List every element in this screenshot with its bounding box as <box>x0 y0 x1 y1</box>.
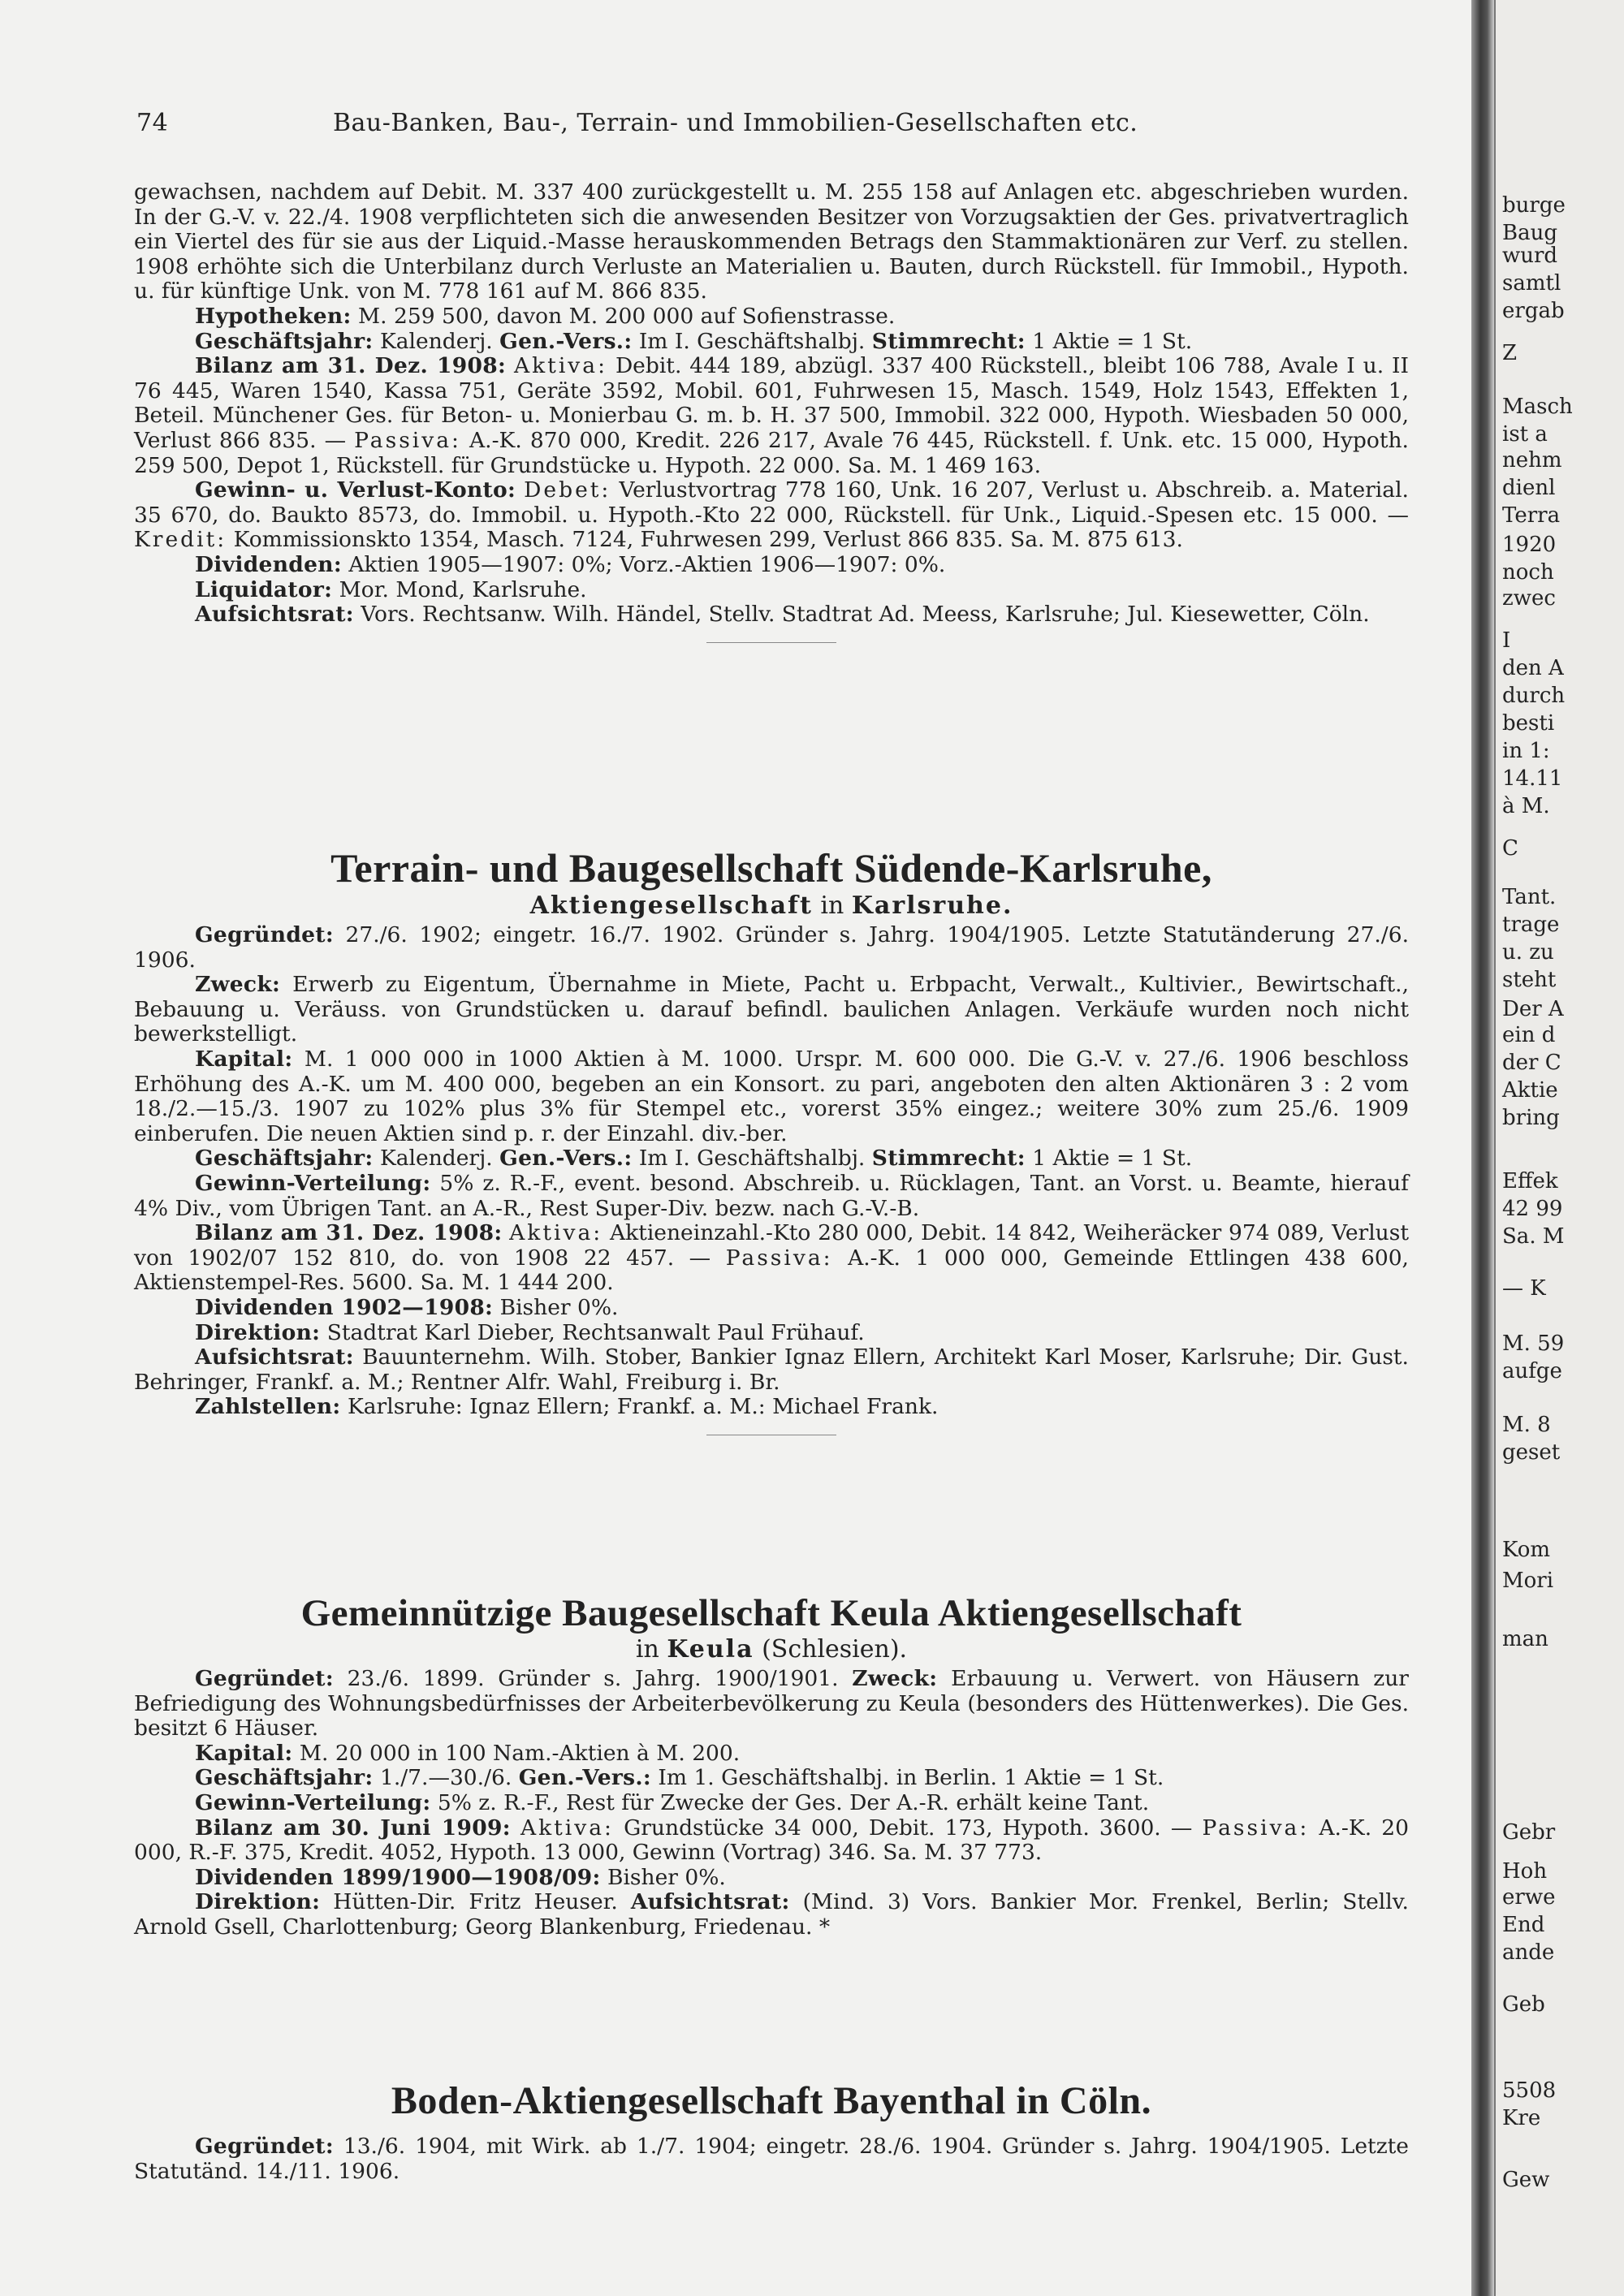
adjacent-page-line: den A <box>1502 656 1564 680</box>
entry-text: 1 Aktie = 1 St. <box>1032 328 1193 354</box>
entry-text: Stadtrat Karl Dieber, Rechtsanwalt Paul Frühauf. <box>326 1319 865 1345</box>
aufsichtsrat-entry <box>134 1345 1409 1395</box>
adjacent-page-line: C <box>1502 836 1518 861</box>
liquidator-entry <box>134 578 1409 603</box>
section-suedende-karlsruhe <box>134 844 1409 1452</box>
page-number: 74 <box>136 109 169 137</box>
kredit-label: Kredit: <box>134 527 227 553</box>
subtitle-part: in <box>635 1635 659 1664</box>
adjacent-page-line: der C <box>1502 1051 1561 1075</box>
adjacent-page-line: Terra <box>1502 503 1561 528</box>
adjacent-page-fragment <box>1494 0 1624 2296</box>
subtitle-part: in <box>820 891 844 920</box>
gewinn-verlust-entry <box>134 478 1409 553</box>
adjacent-page-line: burge <box>1502 193 1566 218</box>
adjacent-page-line: wurd <box>1502 244 1558 268</box>
entry-text: Grundstücke 34 000, Debit. 173, Hypoth. 3600. — <box>624 1815 1193 1841</box>
adjacent-page-line: dienl <box>1502 476 1556 500</box>
adjacent-page-line: 14.11 <box>1502 766 1563 791</box>
entry-text: M. 259 500, davon M. 200 000 auf Sofienstrasse. <box>358 303 896 329</box>
entry-label: Kapital: <box>195 1740 293 1766</box>
entry-label: Gegründet: <box>195 1666 334 1691</box>
adjacent-page-line: Gebr <box>1502 1820 1556 1845</box>
entry-text: 5% z. R.-F., event. besond. Abschreib. u. Rücklagen, Tant. an Vorst. u. Beamte, hierauf 4% Div., vom Übrigen Tant. an A.-R., Rest Super-Div. bezw. nach G.-V.-B. <box>134 1170 1409 1221</box>
entry-text: A.-K. 870 000, Kredit. 226 217, Avale 76 445, Rückstell. f. Unk. etc. 15 000, Hypoth. 259 500, Depot 1, Rückstell. für Grundstücke u. Hypoth. 22 000. Sa. M. 1 469 163. <box>134 427 1409 478</box>
entry-text: Erwerb zu Eigentum, Übernahme in Miete, Pacht u. Erbpacht, Verwalt., Kultivier., Bewirtschaft., Bebauung u. Veräuss. von Grundstücken u. darauf befindl. baulichen Anlagen. Verkäufe wurden noch nicht bewerkstelligt. <box>134 972 1409 1047</box>
adjacent-page-line: man <box>1502 1627 1548 1651</box>
debet-label: Debet: <box>524 477 611 503</box>
adjacent-page-line: End <box>1502 1913 1545 1937</box>
entry-label: Gegründet: <box>195 922 334 947</box>
entry-text: Karlsruhe: Ignaz Ellern; Frankf. a. M.: Michael Frank. <box>347 1394 939 1420</box>
entry-label: Zweck: <box>852 1666 938 1691</box>
entry-label: Stimmrecht: <box>871 328 1026 354</box>
book-spine <box>1471 0 1494 2296</box>
adjacent-page-line: Der A <box>1502 997 1564 1021</box>
entry-label: Liquidator: <box>195 576 333 602</box>
aufsichtsrat-entry <box>134 602 1409 628</box>
kapital-entry <box>134 1047 1409 1146</box>
adjacent-page-line: besti <box>1502 711 1555 736</box>
entry-text: 1./7.—30./6. <box>379 1765 512 1791</box>
bilanz-entry <box>134 1816 1409 1866</box>
dividenden-entry <box>134 553 1409 578</box>
entry-label: Gen.-Vers.: <box>518 1765 651 1791</box>
entry-text: (Mind. 3) Vors. Bankier Mor. Frenkel, Berlin; Stellv. Arnold Gsell, Charlottenburg; Georg Blankenburg, Friedenau. * <box>134 1889 1409 1940</box>
entry-label: Zweck: <box>195 972 281 998</box>
kapital-entry <box>134 1741 1409 1767</box>
entry-label: Aufsichtsrat: <box>195 602 354 628</box>
passiva-label: Passiva: <box>1202 1815 1310 1841</box>
subtitle-part: (Schlesien). <box>762 1635 908 1664</box>
adjacent-page-line: Aktie <box>1502 1078 1558 1103</box>
dividenden-entry <box>134 1866 1409 1891</box>
adjacent-page-line: durch <box>1502 684 1566 708</box>
adjacent-page-line: bring <box>1502 1106 1560 1130</box>
entry-text: A.-K. 20 000, R.-F. 375, Kredit. 4052, Hypoth. 13 000, Gewinn (Vortrag) 346. Sa. M. 37 773. <box>134 1815 1409 1866</box>
entry-text: M. 20 000 in 100 Nam.-Aktien à M. 200. <box>299 1740 741 1766</box>
entry-text: Verlustvortrag 778 160, Unk. 16 207, Verlust u. Abschreib. a. Material. 35 670, do. Baukto 8573, do. Immobil. u. Hypoth.-Kto 22 000, Rückstell. für Unk., Liquid.-Spesen etc. 15 000. — <box>134 477 1409 528</box>
direktion-entry <box>134 1321 1409 1346</box>
subtitle-part: Aktiengesellschaft <box>529 891 813 920</box>
entry-text: 5% z. R.-F., Rest für Zwecke der Ges. Der A.-R. erhält keine Tant. <box>437 1789 1150 1815</box>
adjacent-page-line: u. zu <box>1502 940 1554 965</box>
adjacent-page-line: steht <box>1502 968 1557 992</box>
bilanz-entry <box>134 354 1409 478</box>
entry-label: Gewinn- u. Verlust-Konto: <box>195 477 516 503</box>
gegruendet-entry <box>134 2134 1409 2184</box>
adjacent-page-line: Gew <box>1502 2168 1550 2192</box>
gegruendet-zweck-entry <box>134 1667 1409 1741</box>
entry-text: A.-K. 1 000 000, Gemeinde Ettlingen 438 600, Aktienstempel-Res. 5600. Sa. M. 1 444 200. <box>134 1245 1409 1296</box>
entry-text: Aktieneinzahl.-Kto 280 000, Debit. 14 842, Weiheräcker 974 089, Verlust von 1902/07 152 810, do. von 1908 22 457. — <box>134 1220 1409 1271</box>
geschaeftsjahr-entry <box>134 1766 1409 1791</box>
entry-label: Aufsichtsrat: <box>630 1889 790 1915</box>
entry-text: Vors. Rechtsanw. Wilh. Händel, Stellv. Stadtrat Ad. Meess, Karlsruhe; Jul. Kiesewetter, Cöln. <box>361 602 1370 628</box>
adjacent-page-line: geset <box>1502 1440 1561 1465</box>
subtitle-part: Karlsruhe. <box>851 891 1013 920</box>
adjacent-page-line: ist a <box>1502 422 1548 447</box>
entry-text: Im 1. Geschäftshalbj. in Berlin. 1 Aktie = 1 St. <box>658 1765 1164 1791</box>
adjacent-page-line: ein d <box>1502 1023 1556 1047</box>
adjacent-page-line: aufge <box>1502 1359 1562 1383</box>
adjacent-page-line: zwec <box>1502 586 1556 611</box>
entry-text: 1 Aktie = 1 St. <box>1032 1146 1193 1172</box>
adjacent-page-line: samtl <box>1502 271 1561 296</box>
entry-label: Gewinn-Verteilung: <box>195 1170 431 1196</box>
entry-label: Dividenden: <box>195 551 342 577</box>
adjacent-page-line: Z <box>1502 341 1518 365</box>
entry-label: Geschäftsjahr: <box>195 328 374 354</box>
company-title: Terrain- und Baugesellschaft Südende-Karlsruhe, <box>330 845 1212 891</box>
company-subtitle <box>134 891 1409 920</box>
hypotheken-entry <box>134 304 1409 330</box>
entry-text: Im I. Geschäftshalbj. <box>638 1146 866 1172</box>
entry-label: Bilanz am 31. Dez. 1908: <box>195 1220 503 1246</box>
adjacent-page-line: 1920 <box>1502 533 1557 557</box>
gewinn-verteilung-entry <box>134 1791 1409 1816</box>
entry-text: Debit. 444 189, abzügl. 337 400 Rückstell., bleibt 106 788, Avale I u. II 76 445, Waren 1540, Kassa 751, Geräte 3592, Mobil. 601, Fuhrwesen 15, Masch. 1549, Holz 1543, Effekten 1, Beteil. Münchener Ges. für Beton- u. Monierbau G. m. b. H. 37 500, Immobil. 322 000, Hypoth. Wiesbaden 50 000, Verlust 866 835. — <box>134 353 1409 453</box>
adjacent-page-line: ergab <box>1502 299 1565 323</box>
geschaeftsjahr-entry <box>134 330 1409 355</box>
adjacent-page-line: trage <box>1502 913 1560 937</box>
adjacent-page-line: Kre <box>1502 2106 1541 2130</box>
passiva-label: Passiva: <box>354 427 461 453</box>
section-continuation <box>134 180 1409 659</box>
entry-label: Gegründet: <box>195 2134 334 2159</box>
company-title: Boden-Aktiengesellschaft Bayenthal in Cöln. <box>391 2079 1152 2122</box>
entry-text: Aktien 1905—1907: 0%; Vorz.-Aktien 1906—1907: 0%. <box>348 551 946 577</box>
adjacent-page-line: Tant. <box>1502 885 1557 909</box>
entry-label: Bilanz am 30. Juni 1909: <box>195 1815 511 1841</box>
entry-label: Gen.-Vers.: <box>499 328 633 354</box>
company-title: Gemeinnützige Baugesellschaft Keula Aktiengesellschaft <box>300 1592 1242 1634</box>
entry-label: Dividenden 1902—1908: <box>195 1294 494 1320</box>
adjacent-page-line: noch <box>1502 560 1554 585</box>
entry-label: Stimmrecht: <box>871 1146 1026 1172</box>
entry-text: Bisher 0%. <box>499 1294 619 1320</box>
subtitle-part: Keula <box>667 1635 754 1664</box>
entry-label: Dividenden 1899/1900—1908/09: <box>195 1864 601 1890</box>
section-divider <box>706 642 836 643</box>
adjacent-page-line: Geb <box>1502 1992 1545 2017</box>
adjacent-page-line: Effek <box>1502 1169 1558 1193</box>
intro-paragraph: gewachsen, nachdem auf Debit. M. 337 400 zurückgestellt u. M. 255 158 auf Anlagen etc. abgeschrieben wurden. In der G.-V. v. 22./4. 1908 verpflichteten sich die anwesenden Besitzer von Vorzugsaktien der Ges. privatvertraglich ein Viertel des für sie aus der Liquid.-Masse herauskommenden Betrags den Stammaktionären zur Verf. zu stellen. 1908 erhöhte sich die Unterbilanz durch Verluste an Materialien u. Bauten, durch Rückstell. für Immobil., Hypoth. u. für künftige Unk. von M. 778 161 auf M. 866 835. <box>134 179 1409 304</box>
passiva-label: Passiva: <box>725 1245 833 1271</box>
adjacent-page-line: 5508 <box>1502 2078 1557 2103</box>
adjacent-page-line: in 1: <box>1502 739 1550 763</box>
adjacent-page-line: M. 59 <box>1502 1331 1565 1356</box>
entry-text: 27./6. 1902; eingetr. 16./7. 1902. Gründer s. Jahrg. 1904/1905. Letzte Statutänderung 27./6. 1906. <box>134 922 1409 973</box>
entry-label: Geschäftsjahr: <box>195 1765 374 1791</box>
entry-text: Im I. Geschäftshalbj. <box>638 328 866 354</box>
entry-text: Kommissionskto 1354, Masch. 7124, Fuhrwesen 299, Verlust 866 835. Sa. M. 875 613. <box>233 527 1183 553</box>
gegruendet-entry <box>134 923 1409 973</box>
aktiva-label: Aktiva: <box>509 1220 603 1246</box>
zahlstellen-entry <box>134 1395 1409 1420</box>
adjacent-page-line: à M. <box>1502 794 1550 818</box>
adjacent-page-line: erwe <box>1502 1885 1556 1910</box>
zweck-entry <box>134 973 1409 1047</box>
entry-label: Gewinn-Verteilung: <box>195 1789 431 1815</box>
adjacent-page-line: M. 8 <box>1502 1413 1551 1437</box>
entry-label: Geschäftsjahr: <box>195 1146 374 1172</box>
adjacent-page-line: nehm <box>1502 448 1562 473</box>
company-subtitle <box>134 1635 1409 1664</box>
geschaeftsjahr-entry <box>134 1146 1409 1172</box>
adjacent-page-line: 42 99 <box>1502 1197 1563 1221</box>
adjacent-page-line: Hoh <box>1502 1859 1548 1884</box>
adjacent-page-line: Kom <box>1502 1538 1551 1562</box>
adjacent-page-line: — K <box>1502 1276 1546 1301</box>
adjacent-page-line: I <box>1502 628 1511 653</box>
aktiva-label: Aktiva: <box>520 1815 614 1841</box>
entry-text: 23./6. 1899. Gründer s. Jahrg. 1900/1901. <box>347 1666 839 1691</box>
aktiva-label: Aktiva: <box>513 353 608 379</box>
entry-text: Bisher 0%. <box>607 1864 726 1890</box>
entry-text: Kalenderj. <box>379 1146 493 1172</box>
adjacent-page-line: Masch <box>1502 395 1573 419</box>
entry-text: M. 1 000 000 in 1000 Aktien à M. 1000. Urspr. M. 600 000. Die G.-V. v. 27./6. 1906 beschloss Erhöhung des A.-K. um M. 400 000, begeben an ein Konsort. zu pari, angeboten den alten Aktionären 3 : 2 vom 18./2.—15./3. 1907 zu 102% plus 3% für Stempel etc., vorerst 35% eingez.; weitere 30% zum 25./6. 1909 einberufen. Die neuen Aktien sind p. r. der Einzahl. div.-ber. <box>134 1046 1409 1146</box>
entry-label: Kapital: <box>195 1046 293 1072</box>
entry-label: Zahlstellen: <box>195 1394 341 1420</box>
entry-text: Erbauung u. Verwert. von Häusern zur Befriedigung des Wohnungsbedürfnisses der Arbeiterbevölkerung zu Keula (besonders des Hüttenwerkes). Die Ges. besitzt 6 Häuser. <box>134 1666 1409 1741</box>
section-keula <box>134 1591 1409 1940</box>
running-title: Bau-Banken, Bau-, Terrain- und Immobilien-Gesellschaften etc. <box>333 109 1138 137</box>
entry-text: Mor. Mond, Karlsruhe. <box>339 576 587 602</box>
entry-text: Hütten-Dir. Fritz Heuser. <box>333 1889 618 1915</box>
entry-label: Hypotheken: <box>195 303 352 329</box>
entry-label: Aufsichtsrat: <box>195 1344 354 1370</box>
adjacent-page-line: Mori <box>1502 1569 1554 1593</box>
entry-label: Direktion: <box>195 1319 321 1345</box>
entry-text: Bauunternehm. Wilh. Stober, Bankier Ignaz Ellern, Architekt Karl Moser, Karlsruhe; Dir. Gust. Behringer, Frankf. a. M.; Rentner Alfr. Wahl, Freiburg i. Br. <box>134 1344 1409 1395</box>
entry-text: 13./6. 1904, mit Wirk. ab 1./7. 1904; eingetr. 28./6. 1904. Gründer s. Jahrg. 1904/1905. Letzte Statutänd. 14./11. 1906. <box>134 2134 1409 2184</box>
entry-label: Direktion: <box>195 1889 321 1915</box>
adjacent-page-line: Sa. M <box>1502 1224 1565 1249</box>
dividenden-entry <box>134 1296 1409 1321</box>
bilanz-entry <box>134 1221 1409 1296</box>
adjacent-page-line: ande <box>1502 1940 1555 1965</box>
entry-label: Bilanz am 31. Dez. 1908: <box>195 353 507 379</box>
gewinn-verteilung-entry <box>134 1172 1409 1221</box>
entry-label: Gen.-Vers.: <box>499 1146 633 1172</box>
adjacent-page-line: Baug <box>1502 221 1557 245</box>
section-bayenthal <box>134 2078 1409 2184</box>
entry-text: Kalenderj. <box>379 328 493 354</box>
direktion-aufsichtsrat-entry <box>134 1890 1409 1940</box>
